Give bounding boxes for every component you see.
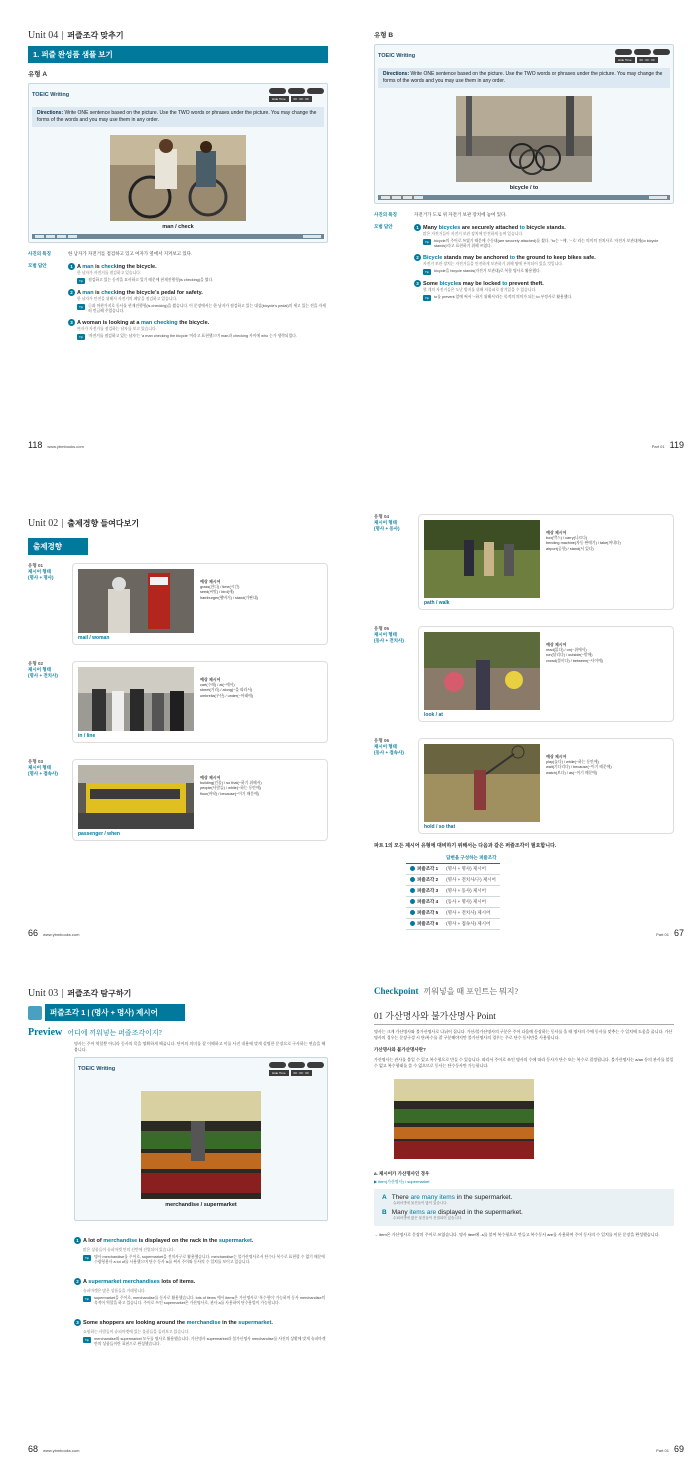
section-heading: 01 가산명사와 불가산명사 Point [374, 1009, 674, 1025]
table-row: 퍼즐조각 2 (명사 + 전치사/구) 제시어 [406, 875, 500, 886]
table-row: 퍼즐조각 3 (명사 + 동사) 제시어 [406, 886, 500, 897]
next-button[interactable] [307, 88, 324, 94]
hide-time-button[interactable]: Hide Time [615, 57, 635, 63]
table-row: 퍼즐조각 5 (명사 + 전치사) 제시어 [406, 908, 500, 919]
page-footer: 66 www.ybmbooks.com [28, 928, 80, 938]
preview-heading: Preview 어디에 끼워넣는 퍼즐조각이지? [28, 1027, 162, 1038]
word-count [649, 196, 667, 199]
redo-button[interactable] [414, 196, 423, 199]
type-block: 유형 04 제시어 형태 (명사 + 동사) 예상 제시어 box(박스) / carry(나르다) bending machine(자동 판매기) / take(꺼내다) airport(공항) / stand(서 있다) path / walk [374, 514, 674, 610]
unit-header: Unit 03 퍼즐조각 탐구하기 [28, 988, 132, 999]
photo-man-bicycle [110, 135, 246, 221]
keyword-caption: path / walk [424, 600, 450, 606]
hide-time-button[interactable]: Hide Time [269, 1070, 289, 1076]
page-68 [0, 976, 350, 1464]
page-footer: Part 01 119 [651, 440, 684, 450]
next-button[interactable] [653, 49, 670, 55]
note: 파트 1의 모든 제시어 유형에 대비하기 위해서는 다음과 같은 퍼즐조각이 필요합니다. [374, 843, 557, 849]
answer-item: 1 A lot of merchandise is displayed on the rack in the supermarket. 많은 상품들이 슈퍼마켓 안의 선반에 진열되어 있습니다. Tip 명사 merchandise를 주어로, supermarket을 전치사구로 활용했습니다. merchandise는 불가산명사로서 단수나 복수로 표현할 수 없기 때문에 수량형용사 a lot of를 사용했으며 단수 동사 is를 써서 주어와 동사의 수 일치를 보이고 있습니다. [74, 1229, 328, 1265]
answer-item: 2 A supermarket merchandises lots of items. 슈퍼마켓은 많은 상품들을 거래합니다. Tip supermarket을 주어로, merchandise를 동사로 활용했습니다. lots of items 에서 items은 가산명사로 '복수형이' 가능하며 동사 merchandise의 목적어 역할을 하고 있습니다. 주어로 쓰인 supermarket은 가산명사로, 관사 a를 사용하여 단수용법이 가능합니다. [74, 1270, 328, 1306]
photo-path-walk [424, 520, 540, 598]
help-button[interactable] [269, 1062, 286, 1068]
spread-2 [0, 488, 700, 976]
unit-header: Unit 04 퍼즐조각 맞추기 [28, 30, 124, 41]
answer-item: 3 Some shoppers are looking around the merchandise in the supermarket. 쇼핑하는 사람들이 슈퍼마켓에 있는 물품들을 둘러보고 있습니다. Tip merchandise와 supermarket 모두를 명사로 활용했습니다. 가산명사 supermarket과 불가산명사 merchandise를 사진의 상황에 맞게 슈퍼마켓 안의 상품들이란 표현으로 완성했습니다. [74, 1311, 328, 1347]
cut-button[interactable] [381, 196, 390, 199]
expected-keywords: 예상 제시어 read(읽다) / on(~위에서) run(달리다) / outside(~밖에) crowd(붐비다) / between(~사이에) [546, 642, 603, 663]
spread-3 [0, 976, 700, 1464]
redo-button[interactable] [68, 235, 77, 238]
timer: 00 : 00 : 00 [291, 1070, 312, 1076]
answer-item: 1 A man is checking the bicycle. 한 남자가 자전거를 점검하고 있습니다. Tip 점검하고 있는 동작을 묘사하고 있기 때문에 현재진행형(is checking)을 썼다. [68, 263, 328, 284]
expected-keywords: 예상 제시어 grass(잔디) / time(시간) seed(씨앗) / bird(새) hamburger(햄버거) / stand(가판대) [200, 579, 258, 600]
type-block: 유형 02 제시어 형태 (명사 + 전치사) 예상 제시어 cart(수레) / at(~에서) street(거리) / along(~을 따라서) umbrella(우산) / under(~아래에) in / line [28, 661, 328, 743]
photo-people-line [78, 667, 194, 731]
expected-keywords: 예상 제시어 building(건물) / so that(~하기 위해서) people(사람들) / while(~하는 동안에) floor(바닥) / because(~이기 때문에) [200, 775, 262, 796]
table-row: 퍼즐조각 6 (명사 + 접속사) 제시어 [406, 919, 500, 930]
answer-item: 2 Bicycle stands may be anchored to the ground to keep bikes safe. 자전거 보관 장치는 자전거들을 안전하게 보관하기 위해 땅에 부착되어 있을 것입니다. Tip bicycle을 bicycle stands(자전거 보관대)로 복합 명사로 활용했다. [414, 254, 674, 275]
unit-header: Unit 02 출제경향 들여다보기 [28, 518, 140, 529]
photo-supermarket [141, 1091, 261, 1199]
section-band: 출제경향 [28, 538, 88, 555]
toeic-writing-panel: TOEIC Writing Hide Time 00 : 00 : 00 Directions: Write ONE sentence based on the picture. Use the TWO words or phrases under the picture. You may change the forms of the words and you may use them in any order. man / check [28, 83, 328, 243]
answers-list [68, 263, 328, 340]
photo-train [78, 765, 194, 829]
page-footer: 68 www.ybmbooks.com [28, 1444, 80, 1454]
toeic-writing-panel: TOEIC Writing Hide Time 00 : 00 : 00 Directions: Write ONE sentence based on the picture. Use the TWO words or phrases under the picture. You may change the forms of the words and you may use them in any order. bicycle / to [374, 44, 674, 204]
table-row: 퍼즐조각 1 (명사 + 명사) 제시어 [406, 864, 500, 875]
spread-1 [0, 0, 700, 488]
page-67 [350, 488, 700, 976]
page-footer: Part 01 67 [656, 928, 684, 938]
page-118 [0, 0, 350, 488]
keyword-caption: man / check [162, 224, 194, 230]
answer-item: 2 A man is checking the bicycle's pedal for safety. 한 남자가 안전을 위해서 자전거의 페달을 점검하고 있습니다. Tip ①과 마찬가지로 동사를 현재진행형(is checking)을 썼습니다. 이 문장에서는 한 남자가 점검하고 있는 대상(bicycle's pedal)의 세고 있는 전을 자세히 언급해 주었습니다. [68, 289, 328, 314]
undo-button[interactable] [57, 235, 66, 238]
toolbar [32, 234, 324, 239]
photo-hold-net [424, 744, 540, 822]
cut-button[interactable] [35, 235, 44, 238]
answer-item: 1 Many bicycles are securely attached to bicycle stands. 많은 자전거들이 자전거 보관 장치에 안전하게 놓여 있습니다. Tip bicycle의 주어로 쓰였기 때문에 수동태(are securely attached)를 썼다. "to는 '~에', '~로' 라는 의미의 전치사로 '자전거 보관대에(to bicycle stands)'라고 표현하기 위해 쓰였다. [414, 224, 674, 249]
section-band-row [28, 1004, 328, 1021]
keyword-caption: bicycle / to [509, 185, 539, 191]
paragraph: 가산명사는 관사를 붙일 수 있고 복수형으로 만들 수 있습니다. 따라서 주어로 쓰인 명사의 수에 따라 동사가 단수 또는 복수로 결정됩니다. 불가산명사는 a/an 등의 관사를 붙일 수 없고 복수형태를 쓸 수 없으므로 동사는 단수동사만 가능합니다. [374, 1057, 674, 1068]
type-block: 유형 01 제시어 형태 (명사 + 명사) 예상 제시어 grass(잔디) / time(시간) seed(씨앗) / bird(새) hamburger(햄버거) / stand(가판대) mail / woman [28, 563, 328, 645]
back-button[interactable] [288, 88, 305, 94]
type-label: 유형 A [28, 71, 48, 78]
type-block: 유형 05 제시어 형태 (동사 + 전치사) 예상 제시어 read(읽다) / on(~위에서) run(달리다) / outside(~밖에) crowd(붐비다) / between(~사이에) look / at [374, 626, 674, 722]
keyword-caption: mail / woman [78, 635, 110, 641]
keyword-caption: passenger / when [78, 831, 120, 837]
word-count [303, 235, 321, 238]
photo-feature: 사진의 특징 자전거가 도로 위 자전거 보관 장치에 놓여 있다. [374, 212, 507, 217]
back-button[interactable] [288, 1062, 305, 1068]
paste-button[interactable] [46, 235, 55, 238]
timer: 00 : 00 : 00 [637, 57, 658, 63]
subheading: 가산명사와 불가산명사란? [374, 1047, 426, 1052]
paragraph: → item은 가산명사로 문장의 주어로 쓰였습니다. 명사 item에 -s를 붙여 복수형으로 만들고 복수동사 are를 사용하여 주어 동사의 수 일치를 이룬 문장을 완성했습니다. [374, 1232, 660, 1237]
directions: Directions: Write ONE sentence based on the picture. Use the TWO words or phrases under the picture. You may change the forms of the words and you may use them in any order. [32, 107, 324, 127]
expected-keywords: 예상 제시어 play(놀다) / while(~하는 동안에) wait(기다리다) / because(~이기 때문에) watch(보다) / as(~이기 때문에) [546, 754, 612, 775]
checkpoint-heading: Checkpoint 끼워넣을 때 포인트는 뭐지? [374, 986, 519, 996]
puzzle-icon [28, 1006, 42, 1020]
directions: Directions: Write ONE sentence based on the picture. Use the TWO words or phrases under the picture. You may change the forms of the words and you may use them in any order. [378, 68, 670, 88]
section-band: 퍼즐조각 1 | (명사 + 명사) 제시어 [45, 1004, 185, 1021]
type-label: 유형 B [374, 32, 394, 39]
page-119 [350, 0, 700, 488]
help-button[interactable] [615, 49, 632, 55]
keyword-caption: look / at [424, 712, 443, 718]
help-button[interactable] [269, 88, 286, 94]
answer-item: 3 Some bicycles may be locked to prevent theft. 몇 개의 자전거들은 도난 방지를 위해 자물쇠로 잠겨있을 수 있습니다. Tip to를 prevent 앞에 써서 '~하기 위해서'라는 목적의 의미가 되는 to 부정사로 활용했다. [414, 280, 674, 301]
page-footer: Part 01 69 [656, 1444, 684, 1454]
hide-time-button[interactable]: Hide Time [269, 96, 289, 102]
photo-feature: 사진의 특징 한 남자가 자전거를 점검하고 있고 여자가 옆에서 지켜보고 있다. [28, 251, 193, 256]
type-block: 유형 06 제시어 형태 (동사 + 접속사) 예상 제시어 play(놀다) / while(~하는 동안에) wait(기다리다) / because(~이기 때문에) watch(보다) / as(~이기 때문에) hold / so that [374, 738, 674, 834]
keyword-caption: merchandise / supermarket [165, 1202, 237, 1208]
photo-look-at [424, 632, 540, 710]
expected-keywords: 예상 제시어 cart(수레) / at(~에서) street(거리) / along(~을 따라서) umbrella(우산) / under(~아래에) [200, 677, 254, 698]
answer-item: 3 A woman is looking at a man checking the bicycle. 여자가 자전거를 점검하는 남자를 보고 있습니다. Tip '자전거를 점검하고 있는 남자'는 'a man checking the bicycle '이라고 표현했으며 man과 checking 사이에 who 는가 생략되었다. [68, 319, 328, 340]
table-row: 퍼즐조각 4 (동사 + 명사) 제시어 [406, 897, 500, 908]
preview-text: 명사는 주어 역할뿐 아니라 동사의 목을 명확하게 해줍니다. 단어의 의미를 잘 이해하고 이를 사진 내용에 맞게 설명한 문장으로 구사하는 연습을 해봅니다. [74, 1041, 326, 1052]
answers-list [74, 1229, 328, 1347]
back-button[interactable] [634, 49, 651, 55]
undo-button[interactable] [403, 196, 412, 199]
model-answers: 모범 답안 1 Many bicycles are securely attached to bicycle stands. 많은 자전거들이 자전거 보관 장치에 안전하게 놓여 있습니다. Tip bicycle의 주어로 쓰였기 때문에 수동태(are securely attached)를 썼다. "to는 '~에', '~로' 라는 의미의 전치사로 '자전거 보관대에(to bicycle stands)'라고 표현하기 위해 쓰였다. 2 Bicycle stands may be anchored to the ground to keep bikes safe. 자전거 보관 장치는 자전거들을 안전하게 보관하기 위해 땅에 부착되어 있을 것입니다. Tip bicycle을 bicycle stands(자전거 보관대)로 복합 명사로 활용했다. 3 Some bicycles may be locked to prevent theft. 몇 개의 자전거들은 도난 방지를 위해 자물쇠로 잠겨있을 수 있습니다. Tip to를 prevent 앞에 써서 '~하기 위해서'라는 목적의 의미가 되는 to 부정사로 활용했다. [374, 224, 674, 301]
paragraph: 명사는 크게 가산명사와 불가산명사로 나뉘어 집니다. 가산/불가산명사의 구분은 주어 다음에 등장하는 동사를 올 때 명사의 수에 동사를 맞추는 수 일치에 도움을 줍니다. 가산명사의 경우는 문장구성 시 단/복수를 잘 구분해야지만 불가산명사의 경우는 주로 단수 동사만을 사용합니다. [374, 1029, 673, 1040]
toolbar [378, 195, 670, 200]
next-button[interactable] [307, 1062, 324, 1068]
subheading: a. 제시어가 가산명사인 경우 [374, 1171, 430, 1176]
photo-mailbox [78, 569, 194, 633]
paste-button[interactable] [392, 196, 401, 199]
keyword-line: ▶ item(가산명사) / supermarket [374, 1179, 430, 1184]
toeic-writing-panel: TOEIC Writing Hide Time 00 : 00 : 00 merchandise / supermarket [74, 1057, 328, 1221]
page-66 [0, 488, 350, 976]
page-footer: 118 www.ybmbooks.com [28, 440, 84, 450]
section-band: 1. 퍼즐 완성품 샘플 보기 [28, 46, 328, 63]
puzzle-table: 답변을 구성하는 퍼즐조각 퍼즐조각 1 (명사 + 명사) 제시어 퍼즐조각 2 (명사 + 전치사/구) 제시어 퍼즐조각 3 (명사 + 동사) 제시어 퍼즐조각 4 (동사 + 명사) 제시어 퍼즐조각 5 (명사 + 전치사) 제시어 퍼즐조각 6 (명사 + 접속사) 제시어 [406, 853, 500, 930]
expected-keywords: 예상 제시어 box(박스) / carry(나르다) bending machine(자동 판매기) / take(꺼내다) airport(공항) / stand(서 있다) [546, 530, 621, 551]
timer: 00 : 00 : 00 [291, 96, 312, 102]
photo-bicycles [456, 96, 592, 182]
keyword-caption: hold / so that [424, 824, 456, 830]
example-box: A There are many items in the supermarket. 슈퍼마켓에 물건들이 많이 있습니다. B Many items are displayed in the supermarket. 수퍼마켓에 많은 물건들이 진열되어 있습니다. [374, 1189, 674, 1226]
model-answers: 모범 답안 1 A man is checking the bicycle. 한 남자가 자전거를 점검하고 있습니다. Tip 점검하고 있는 동작을 묘사하고 있기 때문에 현재진행형(is checking)을 썼다. 2 A man is checking the bicycle's pedal for safety. 한 남자가 안전을 위해서 자전거의 페달을 점검하고 있습니다. Tip ①과 마찬가지로 동사를 현재진행형(is checking)을 썼습니다. 이 문장에서는 한 남자가 점검하고 있는 대상(bicycle's pedal)의 세고 있는 전을 자세히 언급해 주었습니다. 3 A woman is looking at a man checking the bicycle. 여자가 자전거를 점검하는 남자를 보고 있습니다. Tip '자전거를 점검하고 있는 남자'는 'a man checking the bicycle '이라고 표현했으며 man과 checking 사이에 who 는가 생략되었다. [28, 263, 328, 340]
page-69 [350, 976, 700, 1464]
keyword-caption: in / line [78, 733, 96, 739]
type-block: 유형 03 제시어 형태 (명사 + 접속사) 예상 제시어 building(건물) / so that(~하기 위해서) people(사람들) / while(~하는 동안에) floor(바닥) / because(~이기 때문에) passenger / when [28, 759, 328, 841]
answers-list [414, 224, 674, 301]
photo-supermarket [394, 1079, 534, 1159]
